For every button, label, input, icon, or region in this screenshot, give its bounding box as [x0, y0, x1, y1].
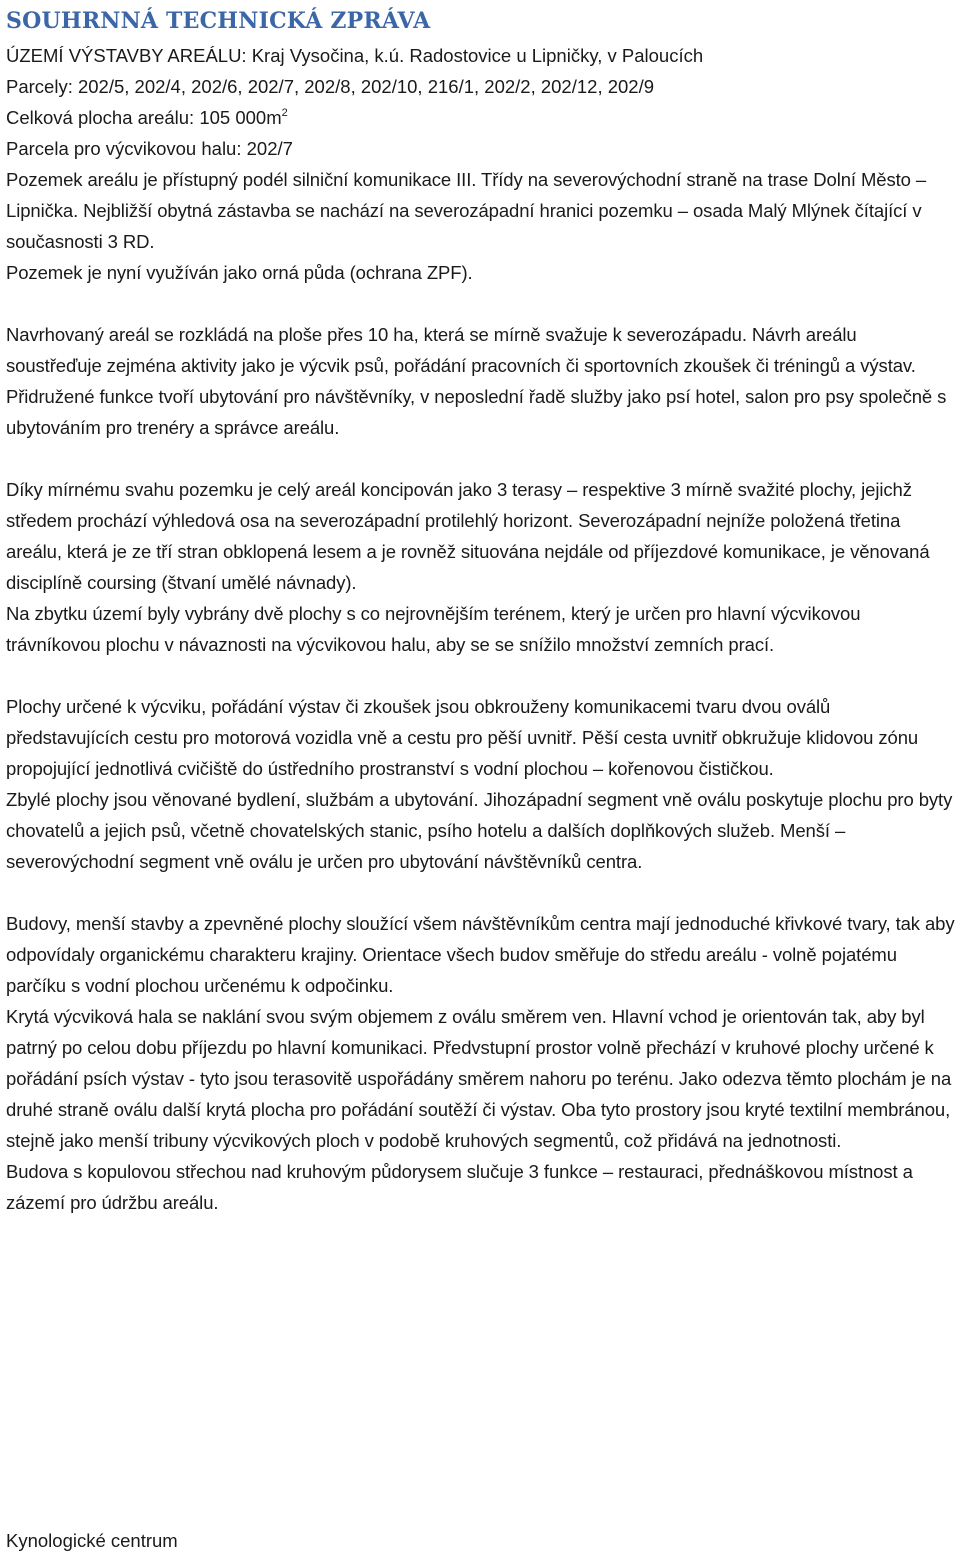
paragraph-housing: Zbylé plochy jsou věnované bydlení, službám a ubytování. Jihozápadní segment vně oválu poskytuje plochu pro byty chovatelů a jejich psů, včetně chovatelských stanic, psího hotelu a dalších doplňkových služeb. Menší – severovýchodní segment vně oválu je určen pro ubytování návštěvníků centra. [6, 789, 953, 872]
project-metadata [6, 40, 956, 164]
paragraph-circulation: Plochy určené k výcviku, pořádání výstav či zkoušek jsou obkrouženy komunikacemi tvaru dvou oválů představujících cestu pro motorová vozidla vně a cestu pro pěší uvnitř. Pěší cesta uvnitř obkružuje klidovou zónu propojující jednotlivá cvičiště do ústředního prostranství s vodní plochou – kořenovou čističkou. [6, 696, 919, 779]
paragraph-proposal: Navrhovaný areál se rozkládá na ploše přes 10 ha, která se mírně svažuje k severozápadu. Návrh areálu soustřeďuje zejména aktivity jako je výcvik psů, pořádání pracovních či sportovních zkoušek či tréningů a výstav. Přidružené funkce tvoří ubytování pro návštěvníky, v neposlední řadě služby jako psí hotel, salon pro psy společně s ubytováním pro trenéry a správce areálu. [6, 324, 947, 438]
paragraph-remaining-area: Na zbytku území byly vybrány dvě plochy s co nejrovnějším terénem, který je určen pro hlavní výcvikovou trávníkovou plochu v návaznosti na výcvikovou halu, aby se se snížilo množství zemních prací. [6, 603, 861, 655]
paragraph-spacer [6, 660, 956, 691]
paragraph-terraces: Díky mírnému svahu pozemku je celý areál koncipován jako 3 terasy – respektive 3 mírně svažité plochy, jejichž středem prochází výhledová osa na severozápadní protilehlý horizont. Severozápadní nejníže položená třetina areálu, která je ze tří stran obklopená lesem a je rovněž situována nejdále od příjezdové komunikace, je věnovaná disciplíně coursing (štvaní umělé návnady). [6, 479, 930, 593]
total-area [6, 102, 956, 133]
section-label: Kynologické centrum [6, 1530, 178, 1551]
paragraph-spacer [6, 877, 956, 908]
paragraph-access: Pozemek areálu je přístupný podél silniční komunikace III. Třídy na severovýchodní straně na trase Dolní Město – Lipnička. Nejbližší obytná zástavba se nachází na severozápadní hranici pozemku – osada Malý Mlýnek čítající v současnosti 3 RD. [6, 169, 927, 252]
paragraph-training-hall: Krytá výcviková hala se naklání svou svým objemem z oválu směrem ven. Hlavní vchod je orientován tak, aby byl patrný po celou dobu příjezdu po hlavní komunikaci. Předvstupní prostor volně přechází v kruhové plochy určené k pořádání psích výstav - tyto jsou terasovitě uspořádány směrem nahoru po terénu. Jako odezva těmto plochám je na druhé straně oválu další krytá plocha pro pořádání soutěží či výstav. Oba tyto prostory jsou kryté textilní membránou, stejně jako menší tribuny výcvikových ploch v podobě kruhových segmentů, což přidává na jednotnosti. [6, 1006, 952, 1151]
document-title: SOUHRNNÁ TECHNICKÁ ZPRÁVA [6, 8, 431, 34]
paragraph-spacer [6, 288, 956, 319]
paragraph-buildings: Budovy, menší stavby a zpevněné plochy sloužící všem návštěvníkům centra mají jednoduché křivkové tvary, tak aby odpovídaly organickému charakteru krajiny. Orientace všech budov směřuje do středu areálu - volně pojatému parčíku s vodní plochou určenému k odpočinku. [6, 913, 955, 996]
paragraph-land-use: Pozemek je nyní využíván jako orná půda (ochrana ZPF). [6, 262, 473, 283]
site-location: ÚZEMÍ VÝSTAVBY AREÁLU: Kraj Vysočina, k.ú. Radostovice u Lipničky, v Paloucích [6, 45, 704, 66]
area-unit-superscript: 2 [281, 107, 288, 119]
document-page [6, 0, 956, 1218]
parcel-list: Parcely: 202/5, 202/4, 202/6, 202/7, 202/8, 202/10, 216/1, 202/2, 202/12, 202/9 [6, 76, 655, 97]
paragraph-spacer [6, 443, 956, 474]
hall-parcel: Parcela pro výcvikovou halu: 202/7 [6, 138, 293, 159]
paragraph-dome-building: Budova s kopulovou střechou nad kruhovým půdorysem slučuje 3 funkce – restauraci, přednáškovou místnost a zázemí pro údržbu areálu. [6, 1161, 913, 1213]
total-area-value: Celková plocha areálu: 105 000m [6, 107, 282, 128]
